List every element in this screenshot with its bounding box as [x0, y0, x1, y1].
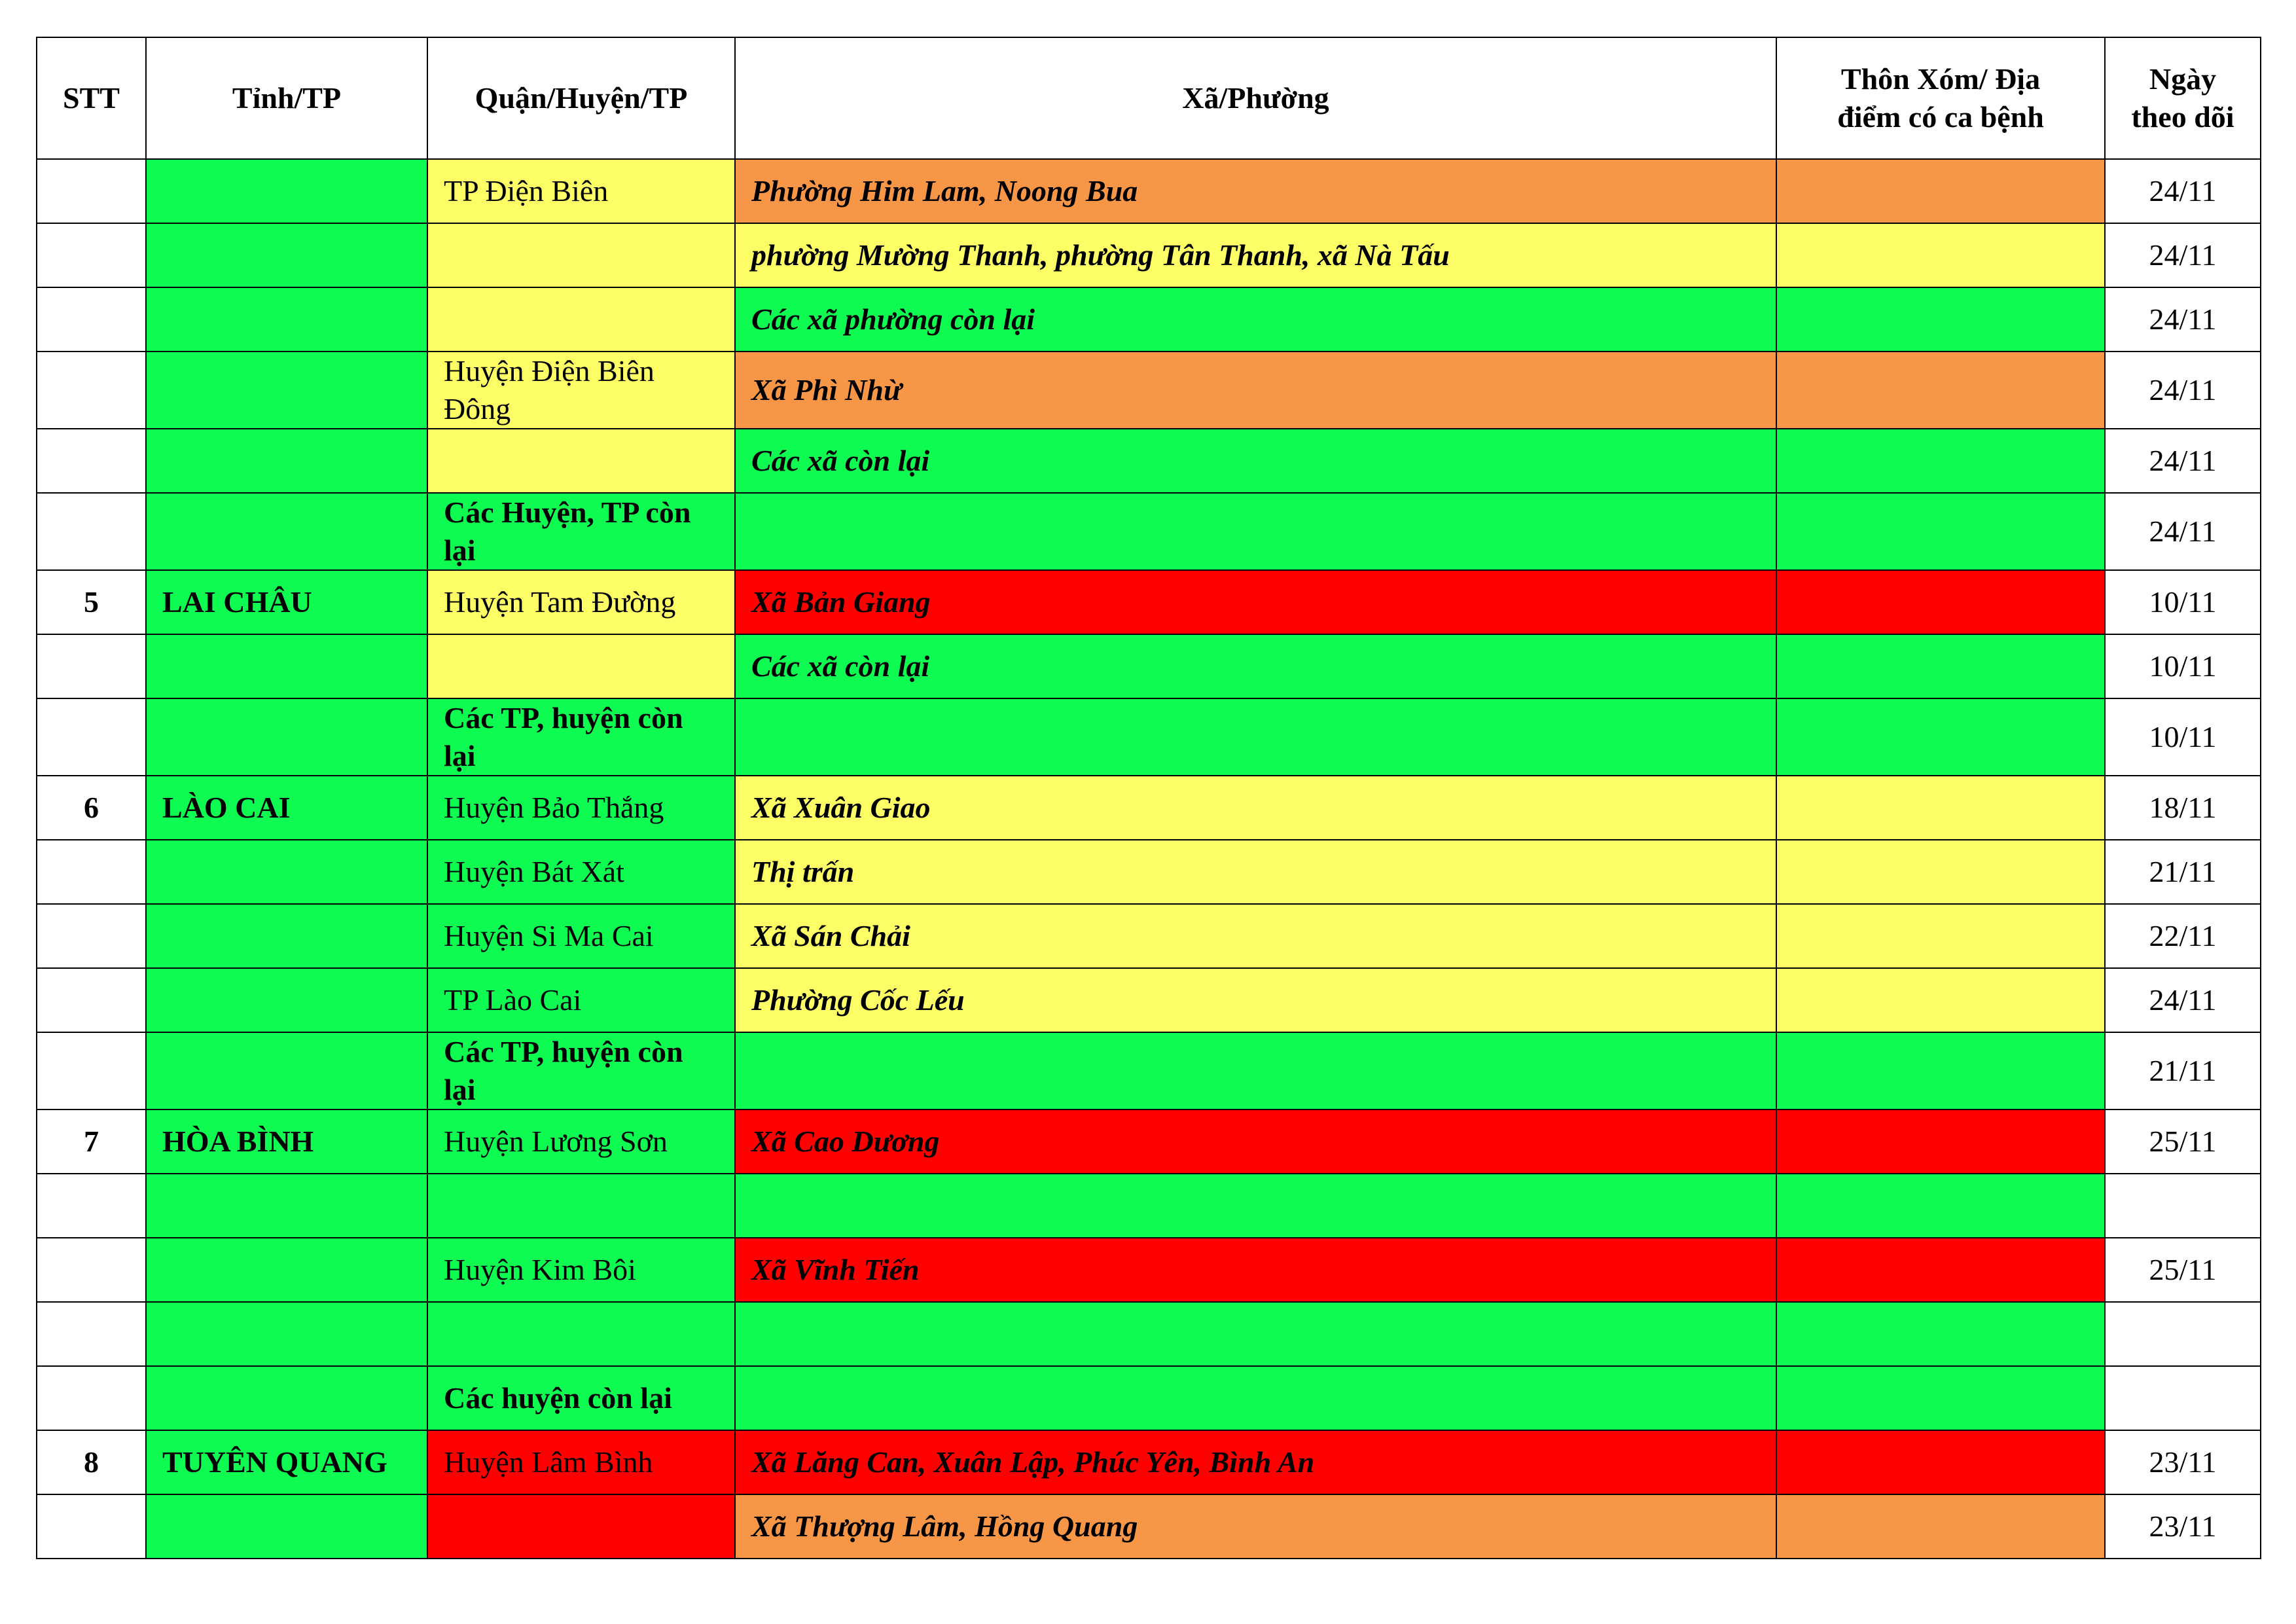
cell-hamlet [1776, 1430, 2105, 1494]
cell-district: Huyện Bát Xát [427, 840, 735, 904]
cell-hamlet [1776, 1302, 2105, 1366]
cell-hamlet [1776, 840, 2105, 904]
cell-stt [37, 159, 146, 223]
cell-hamlet [1776, 1110, 2105, 1174]
table-row [37, 570, 2261, 634]
cell-stt [37, 904, 146, 968]
cell-hamlet [1776, 223, 2105, 287]
cell-monitor-date: 23/11 [2105, 1430, 2261, 1494]
cell-monitor-date: 24/11 [2105, 968, 2261, 1032]
cell-monitor-date: 24/11 [2105, 493, 2261, 570]
cell-hamlet [1776, 1494, 2105, 1559]
cell-ward [735, 493, 1776, 570]
cell-monitor-date: 22/11 [2105, 904, 2261, 968]
cell-stt [37, 223, 146, 287]
cell-district [427, 429, 735, 493]
cell-hamlet [1776, 776, 2105, 840]
cell-stt [37, 1302, 146, 1366]
cell-hamlet [1776, 570, 2105, 634]
cell-ward: Xã Bản Giang [735, 570, 1776, 634]
cell-district [427, 1494, 735, 1559]
cell-monitor-date: 23/11 [2105, 1494, 2261, 1559]
cell-district: Huyện Lâm Bình [427, 1430, 735, 1494]
cell-stt [37, 1174, 146, 1238]
header-monitor-date: Ngày theo dõi [2105, 37, 2261, 159]
cell-province: LÀO CAI [146, 776, 427, 840]
cell-district: Huyện Tam Đường [427, 570, 735, 634]
cell-district: Các Huyện, TP còn lại [427, 493, 735, 570]
cell-province [146, 287, 427, 352]
cell-stt: 8 [37, 1430, 146, 1494]
cell-stt [37, 968, 146, 1032]
cell-ward: Các xã phường còn lại [735, 287, 1776, 352]
table-row [37, 1430, 2261, 1494]
cell-monitor-date: 24/11 [2105, 352, 2261, 429]
cell-province [146, 429, 427, 493]
table-row [37, 429, 2261, 493]
cell-district: Huyện Kim Bôi [427, 1238, 735, 1302]
cell-stt: 6 [37, 776, 146, 840]
cell-ward [735, 1032, 1776, 1110]
cell-ward: Phường Him Lam, Noong Bua [735, 159, 1776, 223]
cell-stt [37, 352, 146, 429]
cell-district [427, 287, 735, 352]
table-row [37, 1366, 2261, 1430]
cell-ward: Xã Lăng Can, Xuân Lập, Phúc Yên, Bình An [735, 1430, 1776, 1494]
cell-district: Các TP, huyện còn lại [427, 1032, 735, 1110]
cell-province: LAI CHÂU [146, 570, 427, 634]
cell-hamlet [1776, 1366, 2105, 1430]
cell-district [427, 634, 735, 698]
cell-province [146, 698, 427, 776]
table-row [37, 1110, 2261, 1174]
cell-province [146, 904, 427, 968]
cell-district: Các huyện còn lại [427, 1366, 735, 1430]
header-province: Tỉnh/TP [146, 37, 427, 159]
cell-stt [37, 840, 146, 904]
table-row [37, 1302, 2261, 1366]
cell-hamlet [1776, 287, 2105, 352]
cell-province [146, 968, 427, 1032]
cell-district: Huyện Si Ma Cai [427, 904, 735, 968]
cell-province [146, 1302, 427, 1366]
cell-province [146, 1032, 427, 1110]
table-row [37, 352, 2261, 429]
cell-province [146, 223, 427, 287]
cell-province [146, 1238, 427, 1302]
table-row [37, 698, 2261, 776]
cell-district [427, 223, 735, 287]
epidemic-level-table [36, 37, 2261, 1559]
cell-province [146, 1174, 427, 1238]
cell-stt [37, 1366, 146, 1430]
cell-district: Huyện Điện Biên Đông [427, 352, 735, 429]
table-row [37, 287, 2261, 352]
cell-hamlet [1776, 634, 2105, 698]
cell-hamlet [1776, 1238, 2105, 1302]
cell-stt: 7 [37, 1110, 146, 1174]
cell-monitor-date: 25/11 [2105, 1110, 2261, 1174]
cell-monitor-date: 21/11 [2105, 1032, 2261, 1110]
cell-monitor-date [2105, 1302, 2261, 1366]
table-row [37, 1032, 2261, 1110]
table-row [37, 1494, 2261, 1559]
cell-province: HÒA BÌNH [146, 1110, 427, 1174]
cell-ward: Xã Sán Chải [735, 904, 1776, 968]
header-ward: Xã/Phường [735, 37, 1776, 159]
cell-hamlet [1776, 1032, 2105, 1110]
header-row [37, 37, 2261, 159]
table-row [37, 904, 2261, 968]
cell-hamlet [1776, 429, 2105, 493]
cell-stt [37, 1494, 146, 1559]
cell-monitor-date: 18/11 [2105, 776, 2261, 840]
table-row [37, 1174, 2261, 1238]
cell-monitor-date: 10/11 [2105, 570, 2261, 634]
cell-hamlet [1776, 968, 2105, 1032]
cell-ward: phường Mường Thanh, phường Tân Thanh, xã Nà Tấu [735, 223, 1776, 287]
cell-province [146, 352, 427, 429]
table-row [37, 840, 2261, 904]
cell-province [146, 840, 427, 904]
table-row [37, 1238, 2261, 1302]
cell-ward: Xã Xuân Giao [735, 776, 1776, 840]
cell-ward: Các xã còn lại [735, 634, 1776, 698]
cell-stt [37, 287, 146, 352]
cell-ward: Phường Cốc Lếu [735, 968, 1776, 1032]
cell-district [427, 1302, 735, 1366]
cell-monitor-date: 21/11 [2105, 840, 2261, 904]
cell-stt [37, 634, 146, 698]
table-row [37, 634, 2261, 698]
table-row [37, 223, 2261, 287]
cell-stt [37, 1032, 146, 1110]
cell-monitor-date: 24/11 [2105, 287, 2261, 352]
cell-stt [37, 1238, 146, 1302]
cell-district: Huyện Bảo Thắng [427, 776, 735, 840]
cell-province: TUYÊN QUANG [146, 1430, 427, 1494]
cell-district: TP Lào Cai [427, 968, 735, 1032]
header-stt: STT [37, 37, 146, 159]
cell-monitor-date: 24/11 [2105, 429, 2261, 493]
header-district: Quận/Huyện/TP [427, 37, 735, 159]
cell-ward: Các xã còn lại [735, 429, 1776, 493]
cell-monitor-date: 25/11 [2105, 1238, 2261, 1302]
cell-hamlet [1776, 698, 2105, 776]
cell-province [146, 634, 427, 698]
cell-stt: 5 [37, 570, 146, 634]
cell-stt [37, 493, 146, 570]
cell-hamlet [1776, 493, 2105, 570]
cell-monitor-date [2105, 1174, 2261, 1238]
cell-hamlet [1776, 1174, 2105, 1238]
cell-hamlet [1776, 352, 2105, 429]
table-row [37, 776, 2261, 840]
cell-monitor-date: 24/11 [2105, 223, 2261, 287]
cell-ward: Xã Thượng Lâm, Hồng Quang [735, 1494, 1776, 1559]
cell-ward: Xã Cao Dương [735, 1110, 1776, 1174]
cell-province [146, 1494, 427, 1559]
cell-district [427, 1174, 735, 1238]
table-row [37, 493, 2261, 570]
cell-ward: Xã Vĩnh Tiến [735, 1238, 1776, 1302]
cell-ward: Xã Phì Nhừ [735, 352, 1776, 429]
cell-stt [37, 698, 146, 776]
cell-ward [735, 1174, 1776, 1238]
cell-province [146, 1366, 427, 1430]
cell-ward: Thị trấn [735, 840, 1776, 904]
cell-monitor-date: 10/11 [2105, 634, 2261, 698]
cell-hamlet [1776, 159, 2105, 223]
cell-monitor-date: 24/11 [2105, 159, 2261, 223]
cell-ward [735, 698, 1776, 776]
cell-district: Các TP, huyện còn lại [427, 698, 735, 776]
cell-district: Huyện Lương Sơn [427, 1110, 735, 1174]
cell-district: TP Điện Biên [427, 159, 735, 223]
table-row [37, 968, 2261, 1032]
header-hamlet: Thôn Xóm/ Địa điểm có ca bệnh [1776, 37, 2105, 159]
cell-monitor-date [2105, 1366, 2261, 1430]
cell-stt [37, 429, 146, 493]
cell-hamlet [1776, 904, 2105, 968]
cell-province [146, 493, 427, 570]
table-row [37, 159, 2261, 223]
cell-province [146, 159, 427, 223]
cell-monitor-date: 10/11 [2105, 698, 2261, 776]
cell-ward [735, 1366, 1776, 1430]
cell-ward [735, 1302, 1776, 1366]
